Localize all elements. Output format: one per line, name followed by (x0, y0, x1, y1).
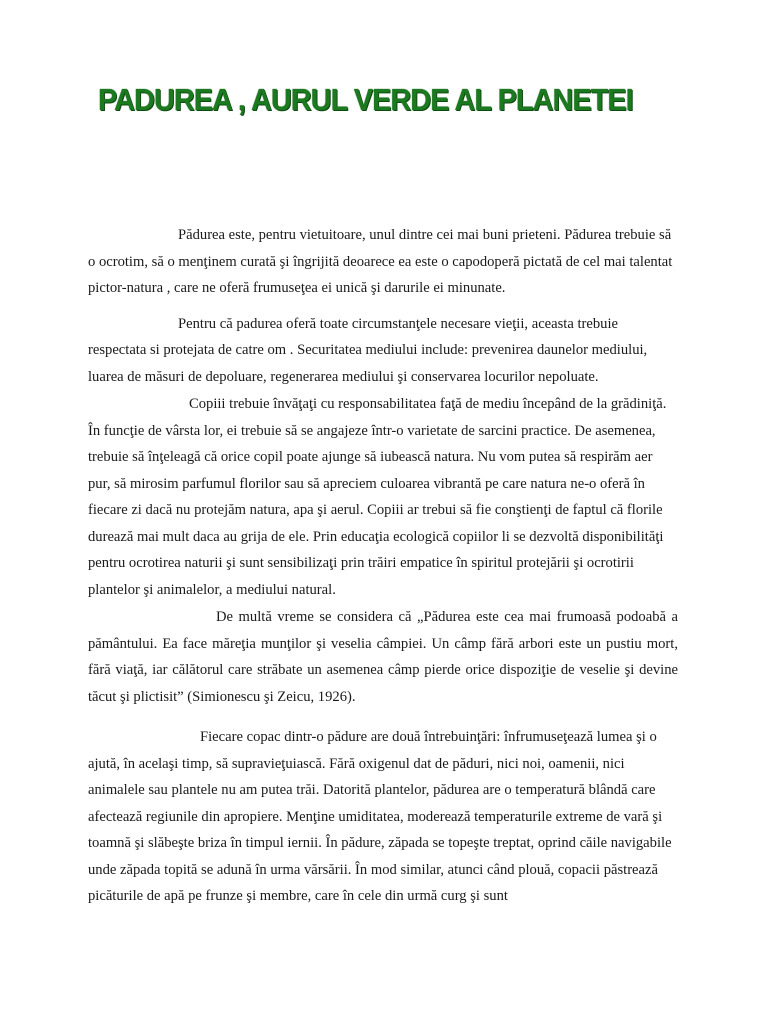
paragraph-2: Pentru că padurea oferă toate circumstanţele necesare vieţii, aceasta trebuie respectata si protejata de catre om . Securitatea mediului include: prevenirea daunelor mediului, luarea de măsuri de depoluare, regenerarea mediului şi conservarea locurilor nepoluate. (88, 315, 648, 385)
document-title: PADUREA , AURUL VERDE AL PLANETEI (98, 82, 633, 117)
paragraph-3: Copiii trebuie învăţaţi cu responsabilitatea faţă de mediu începând de la grădiniţă. În funcţie de vârsta lor, ei trebuie să se angajeze într-o varietate de sarcini practice. De asemenea, trebuie să înţeleagă că orice copil poate ajunge să iubească natura. Nu vom putea să respirăm aer pur, să mirosim parfumul florilor sau să apreciem culoarea vibrantă pe care natura ne-o oferă în fiecare zi dacă nu protejăm natura, apa şi aerul. Copiii ar trebui să fie conştienţi de faptul că florile durează mai mult daca au grija de ele. Prin educaţia ecologică copiilor li se dezvoltă disponibilităţi pentru ocrotirea naturii şi sunt sensibilizaţi prin trăiri empatice în spiritul protejării şi ocrotirii plantelor şi animalelor, a mediului natural. (88, 396, 667, 598)
paragraph-5: Fiecare copac dintr-o pădure are două întrebuinţări: înfrumuseţează lumea şi o ajută, în acelaşi timp, să supravieţuiască. Fără oxigenul dat de păduri, nici noi, oamenii, nici animalele sau plantele nu am putea trăi. Datorită plantelor, pădurea are o temperatură blândă care afectează regiunile din apropiere. Menţine umiditatea, moderează temperaturile extreme de vară şi toamnă şi slăbeşte briza în timpul iernii. În pădure, zăpada se topeşte treptat, oprind căile navigabile unde zăpada topită se adună în urma vărsării. În mod similar, atunci când plouă, copacii păstrează picăturile de apă pe frunze şi membre, care în cele din urmă curg şi sunt (88, 729, 672, 904)
paragraph-4: De multă vreme se considera că „Pădurea este cea mai frumoasă podoabă a pământului. Ea face măreţia munţilor şi veselia câmpiei. Un câmp fără arbori este un pustiu mort, fără viaţă, iar călătorul care străbate un asemenea câmp pierde orice dispoziţie de veselie şi devine tăcut şi plictisit” (Simionescu şi Zeicu, 1926). (88, 609, 678, 705)
document-body (88, 222, 678, 910)
paragraph-1: Pădurea este, pentru vietuitoare, unul dintre cei mai buni prieteni. Pădurea trebuie să o ocrotim, să o menţinem curată şi îngrijită deoarece ea este o capodoperă pictată de cel mai talentat pictor-natura , care ne oferă frumuseţea ei unică şi darurile ei minunate. (88, 227, 673, 296)
